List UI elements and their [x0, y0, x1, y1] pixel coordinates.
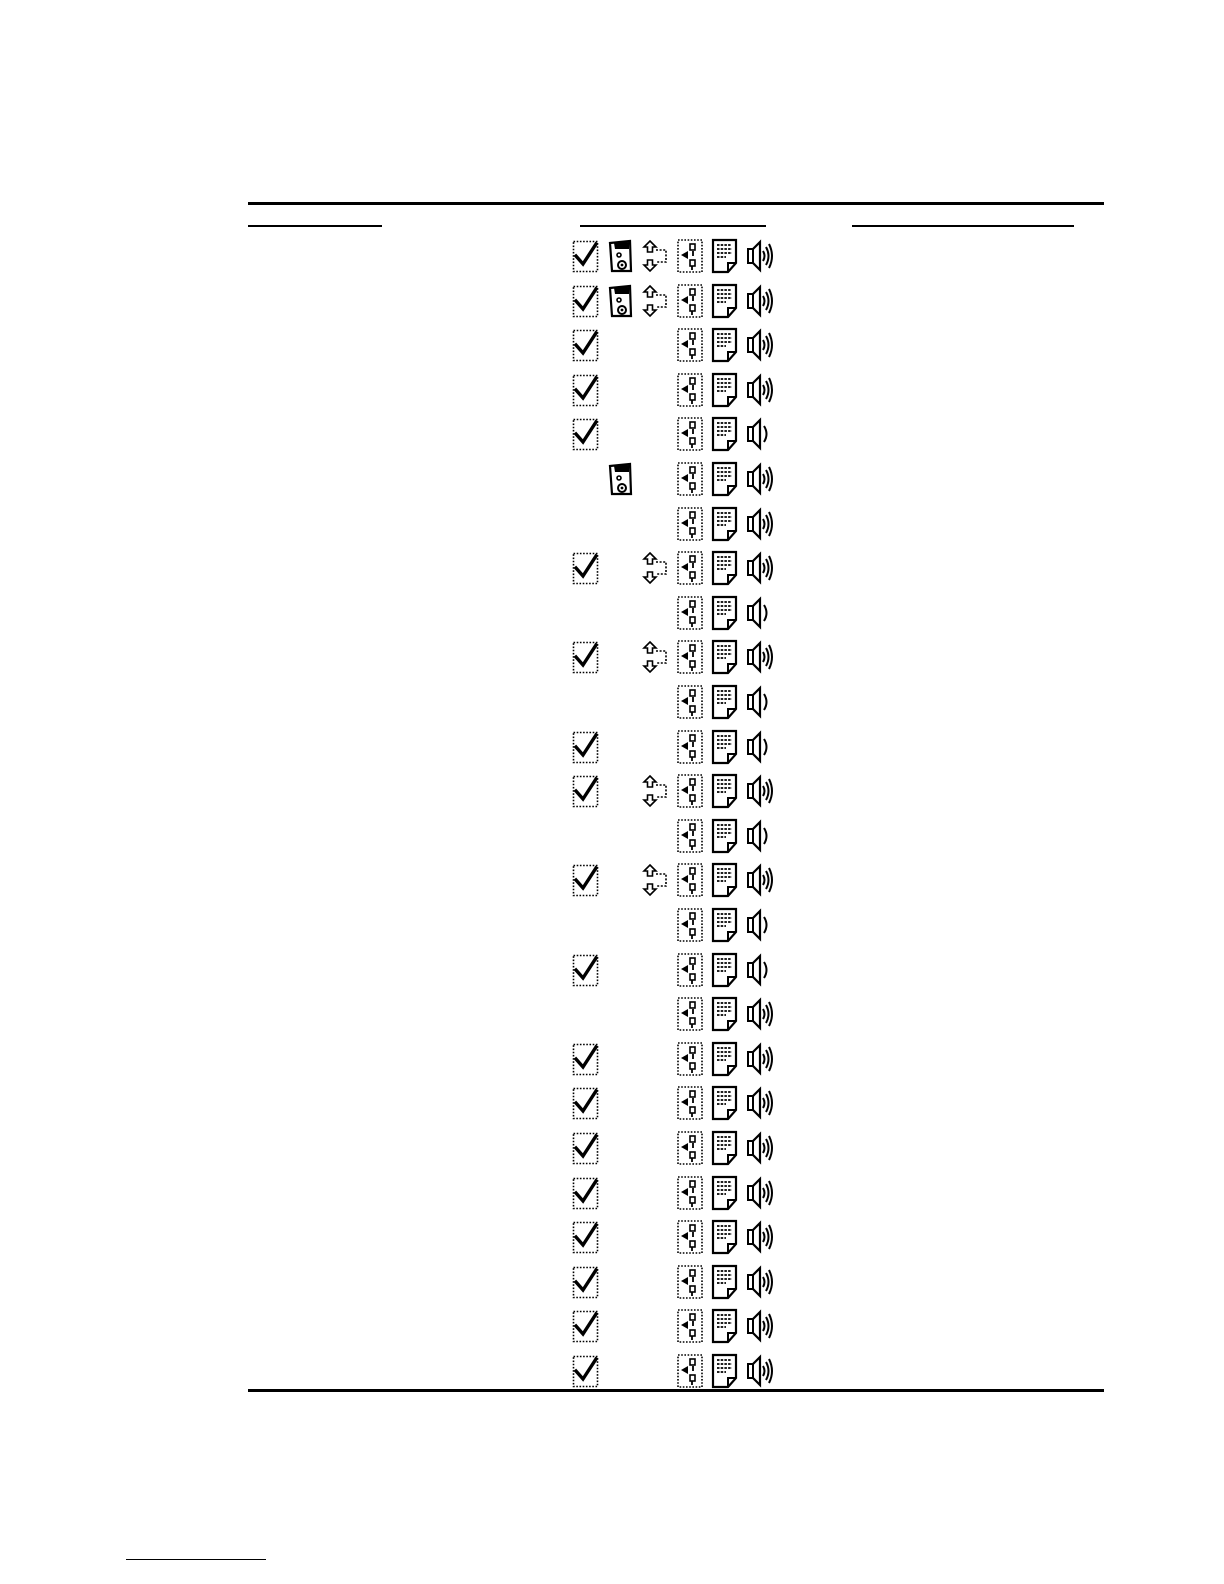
checkbox-check-icon: [572, 1353, 600, 1389]
document-icon: [711, 639, 739, 675]
document-icon: [711, 729, 739, 765]
speaker-loud-icon: [746, 372, 774, 408]
up-down-arrows-icon: [641, 550, 669, 586]
speaker-loud-icon: [746, 550, 774, 586]
dotted-transfer-icon: [676, 327, 704, 363]
speaker-soft-icon: [746, 416, 774, 452]
dotted-transfer-icon: [676, 684, 704, 720]
document-icon: [711, 283, 739, 319]
speaker-loud-icon: [746, 862, 774, 898]
dotted-transfer-icon: [676, 1175, 704, 1211]
dotted-transfer-icon: [676, 283, 704, 319]
checkbox-check-icon: [572, 1085, 600, 1121]
speaker-loud-icon: [746, 1175, 774, 1211]
checkbox-check-icon: [572, 416, 600, 452]
dotted-transfer-icon: [676, 1041, 704, 1077]
dotted-transfer-icon: [676, 818, 704, 854]
document-icon: [711, 506, 739, 542]
speaker-loud-icon: [746, 283, 774, 319]
dotted-transfer-icon: [676, 550, 704, 586]
document-icon: [711, 1130, 739, 1166]
dotted-transfer-icon: [676, 238, 704, 274]
up-down-arrows-icon: [641, 238, 669, 274]
speaker-loud-icon: [746, 327, 774, 363]
speaker-loud-icon: [746, 773, 774, 809]
checkbox-check-icon: [572, 1175, 600, 1211]
document-icon: [711, 1175, 739, 1211]
document-icon: [711, 327, 739, 363]
document-icon: [711, 952, 739, 988]
speaker-soft-icon: [746, 952, 774, 988]
checkbox-check-icon: [572, 1219, 600, 1255]
document-icon: [711, 550, 739, 586]
dotted-transfer-icon: [676, 1219, 704, 1255]
document-icon: [711, 1041, 739, 1077]
speaker-loud-icon: [746, 1085, 774, 1121]
dotted-transfer-icon: [676, 952, 704, 988]
document-icon: [711, 416, 739, 452]
document-icon: [711, 461, 739, 497]
document-icon: [711, 595, 739, 631]
checkbox-check-icon: [572, 862, 600, 898]
up-down-arrows-icon: [641, 862, 669, 898]
dotted-transfer-icon: [676, 1130, 704, 1166]
checkbox-check-icon: [572, 1308, 600, 1344]
speaker-loud-icon: [746, 996, 774, 1032]
document-icon: [711, 1308, 739, 1344]
checkbox-check-icon: [572, 550, 600, 586]
speaker-loud-icon: [746, 1130, 774, 1166]
dotted-transfer-icon: [676, 416, 704, 452]
dotted-transfer-icon: [676, 907, 704, 943]
dotted-transfer-icon: [676, 1085, 704, 1121]
checkbox-check-icon: [572, 639, 600, 675]
up-down-arrows-icon: [641, 639, 669, 675]
speaker-loud-icon: [746, 238, 774, 274]
checkbox-check-icon: [572, 1130, 600, 1166]
checkbox-check-icon: [572, 1264, 600, 1300]
document-icon: [711, 1353, 739, 1389]
dotted-transfer-icon: [676, 639, 704, 675]
dotted-transfer-icon: [676, 372, 704, 408]
speaker-loud-icon: [746, 1219, 774, 1255]
document-icon: [711, 862, 739, 898]
dotted-transfer-icon: [676, 1308, 704, 1344]
checkbox-check-icon: [572, 1041, 600, 1077]
document-icon: [711, 684, 739, 720]
checkbox-check-icon: [572, 327, 600, 363]
dotted-transfer-icon: [676, 461, 704, 497]
speaker-loud-icon: [746, 1308, 774, 1344]
document-icon: [711, 1264, 739, 1300]
handheld-device-icon: [607, 238, 635, 274]
speaker-soft-icon: [746, 595, 774, 631]
document-icon: [711, 372, 739, 408]
speaker-soft-icon: [746, 684, 774, 720]
checkbox-check-icon: [572, 238, 600, 274]
checkbox-check-icon: [572, 952, 600, 988]
dotted-transfer-icon: [676, 1353, 704, 1389]
speaker-loud-icon: [746, 506, 774, 542]
document-icon: [711, 907, 739, 943]
speaker-loud-icon: [746, 1353, 774, 1389]
document-icon: [711, 773, 739, 809]
handheld-device-icon: [607, 461, 635, 497]
document-icon: [711, 996, 739, 1032]
speaker-loud-icon: [746, 461, 774, 497]
speaker-soft-icon: [746, 818, 774, 854]
dotted-transfer-icon: [676, 1264, 704, 1300]
document-icon: [711, 1085, 739, 1121]
document-icon: [711, 238, 739, 274]
dotted-transfer-icon: [676, 595, 704, 631]
checkbox-check-icon: [572, 372, 600, 408]
speaker-soft-icon: [746, 907, 774, 943]
up-down-arrows-icon: [641, 283, 669, 319]
up-down-arrows-icon: [641, 773, 669, 809]
checkbox-check-icon: [572, 283, 600, 319]
dotted-transfer-icon: [676, 506, 704, 542]
speaker-soft-icon: [746, 729, 774, 765]
document-icon: [711, 818, 739, 854]
dotted-transfer-icon: [676, 862, 704, 898]
handheld-device-icon: [607, 283, 635, 319]
speaker-loud-icon: [746, 1264, 774, 1300]
checkbox-check-icon: [572, 773, 600, 809]
checkbox-check-icon: [572, 729, 600, 765]
dotted-transfer-icon: [676, 996, 704, 1032]
dotted-transfer-icon: [676, 773, 704, 809]
dotted-transfer-icon: [676, 729, 704, 765]
speaker-loud-icon: [746, 639, 774, 675]
speaker-loud-icon: [746, 1041, 774, 1077]
document-icon: [711, 1219, 739, 1255]
